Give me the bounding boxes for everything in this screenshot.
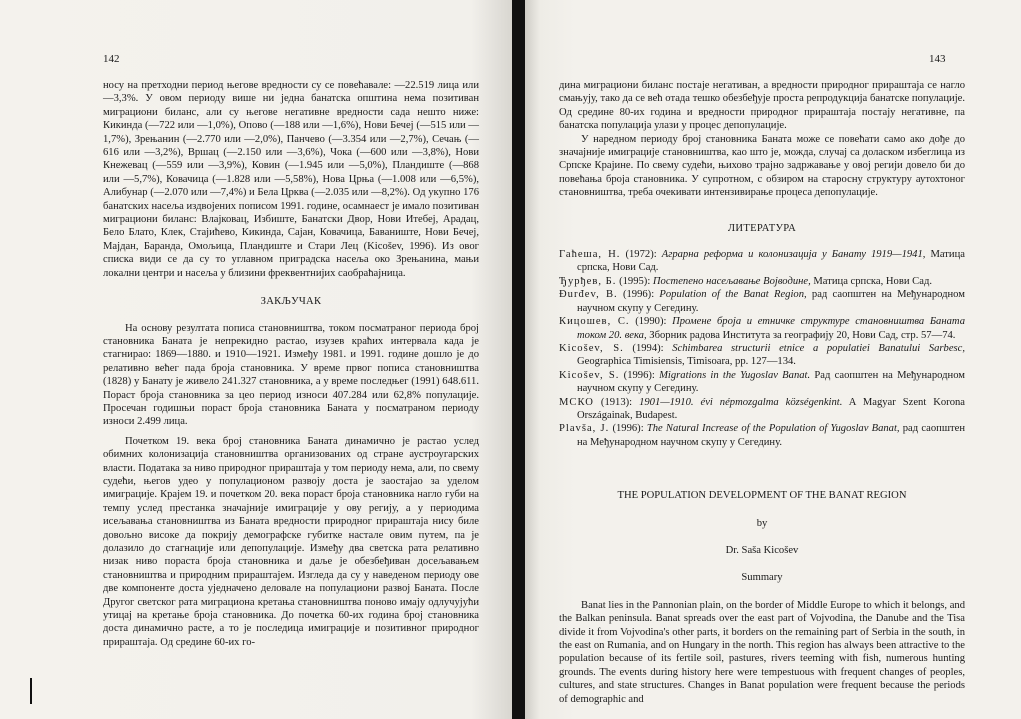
- page-number: 142: [103, 53, 120, 65]
- reference-item: Kicošev, S. (1994): Schimbarea structurii etnice a populatiei Banatului Sarbesc, Geographica Timisiensis, Timisoara, pp. 127—134.: [559, 342, 965, 368]
- reference-item: Đurđev, B. (1996): Population of the Banat Region, рад саопштен на Међународном научном скупу у Сегедину.: [559, 289, 965, 314]
- paragraph: На основу резултата пописа становништва, током посматраног периода број становника Баната је непрекидно растао, изузев краћих интервала када је стагнирао: 1869—1880. и 1910—1921. Између 1981. и 1991. године дошло је до релативно већег пада броја становника. У време првог пописа становништва (1828) у Банату је живело 241.327 становника, а у време последњег (1991) 648.611. Пораст броја становника за цео период износи 407.284 или 62,8% популације. Просечан годишњи пораст броја становника Баната у посматраном периоду износи 2.499 лица.: [103, 322, 479, 428]
- right-page: [525, 0, 1021, 719]
- references-heading: ЛИТЕРАТУРА: [727, 222, 797, 234]
- reference-item: Kicošev, S. (1996): Migrations in the Yugoslav Banat. Рад саопштен на Међународном научном скупу у Сегедину.: [559, 369, 965, 395]
- text-column: [103, 79, 479, 649]
- references-list: [559, 248, 965, 449]
- page-number: 143: [929, 53, 946, 65]
- reference-item: Plavša, J. (1996): The Natural Increase of the Population of Yugoslav Banat, рад саопштен на Међународном научном скупу у Сегедину.: [559, 423, 965, 448]
- paragraph: У наредном периоду број становника Баната може се повећати само ако дође до значајније имиграције становништва, као што је, можда, случај са доласком избеглица из Српске Крајине. По свему судећи, њихово трајно задржавање у овој регији довело би до повећања броја становника. У супротном, с обзиром на старосну структуру аутохтоног становништва, треба очекивати интензивирање процеса депопулације.: [559, 133, 965, 199]
- english-by: by: [756, 517, 768, 529]
- reference-item: Кицошев, С. (1990): Промене броја и етничке структуре становништва Баната током 20. века, Зборник радова Института за географију 20, Нови Сад, стр. 57—74.: [559, 316, 965, 341]
- page-edge-mark: [30, 678, 32, 704]
- summary-paragraph: Banat lies in the Pannonian plain, on the border of Middle Europe to which it belongs, and the Balkan peninsula. Banat spreads over the east part of Vojvodina, the Danube and the Tisa divide it from Vojvodina's other parts, it borders on the remaining part of Serbia in the south, in the east on Rumania, and on Hungary in the north. This region has always been attractive to the population because of its fertile soil, pastures, rivers teeming with fish, numerous hunting grounds. The events during history here were tempestuous with frequent changes of peoples, cultures, and state structures. Changes in Banat population were frequent because the periods of demographic and: [559, 599, 965, 705]
- summary-heading: Summary: [741, 572, 783, 584]
- reference-item: МСКО (1913): 1901—1910. évi népmozgalma községenkint. A Magyar Szent Korona Országainak, Budapest.: [559, 396, 966, 421]
- section-heading: ЗАКЉУЧАК: [260, 296, 322, 308]
- english-title: THE POPULATION DEVELOPMENT OF THE BANAT REGION: [617, 490, 907, 502]
- paragraph: Почетком 19. века број становника Баната динамично је растао услед обимних колонизација становништва организованих од стране аустроугарских власти. Података за ниво природног прираштаја у том периоду нема, али, по свему судећи, његов удео у популационом развоју доста је заостајао за уделом имиграције. Крајем 19. и почетком 20. века пораст броја становника нагло губи на темпу услед престанка значајније имиграције у ову регију, а у периодима исељавања становништва из Баната вредности природног прираштаја нису биле довољно високе да покрију демографске губитке настале овим путем, па је долазило до стагнације или депопулације. Између два светска рата релативно низак ниво пораста броја становника и даље је обезбеђиван досељавањем становништва и природним прираштајем. Изгледа да су у наведеном периоду ове две компоненте доста уједначено деловале на популациони развој Баната. После Другог светског рата миграциона кретања становништва поново имају одлучујући утицај на кретање броја становника. До почетка 60-их година број становника доста динамично расте, а то је последица имиграције и позитивног природног прираштаја. Од средине 60-их го-: [103, 435, 479, 648]
- paragraph: носу на претходни период његове вредности су се повећавале: —22.519 лица или —3,3%. У овом периоду више ни једна банатска општина нема позитиван миграциони биланс, али су његове негативне вредности сада нешто ниже: Кикинда (—722 или —1,0%), Опово (—188 или —1,6%), Нови Бечеј (—515 или —1,7%), Зрењанин (—2.770 или —2,0%), Панчево (—3.354 или —2,7%), Сечањ (—616 или —3,2%), Вршац (—2.150 или —3,6%), Чока (—600 или —3,8%), Нови Кнежевац (—559 или —3,9%), Ковин (—1.945 или —5,0%), Пландиште (—868 или —5,7%), Ковачица (—1.828 или —5,58%), Нова Црња (—1.008 или —6,5%), Алибунар (—2.070 или —7,4%) и Бела Црква (—2.035 или —8,2%). Од укупно 176 банатских насеља издвојених пописом 1991. године, осамнаест је имало позитиван миграциони биланс: Влајковац, Избиште, Банатски Двор, Нови Итебеј, Арадац, Бело Блато, Клек, Стајићево, Кикинда, Сајан, Ковачица, Бавaниште, Нови Бечеј, Мајдан, Баранда, Омољица, Пландиште и Стари Лец (Kicošev, 1996). Из овог списка види се да су то углавном приградска насеља око Зрењанина, мањи локални центри и насеља у близини фреквентнијих саобраћајница.: [103, 80, 479, 279]
- paragraph: дина миграциони биланс постаје негативан, а вредности природног прираштаја се нагло смањују, тако да се већ отада тешко обезбеђује проста репродукција банатске популације. Од средине 80-их година и вредности природног прираштаја постају негативне, па банатска популација улази у процес депопулације.: [559, 80, 965, 132]
- reference-item: Гаћеша, Н. (1972): Аграрна реформа и колонизација у Банату 1919—1941, Матица српска, Нови Сад.: [559, 249, 965, 274]
- text-column: [559, 79, 965, 706]
- english-author: Dr. Saša Kicošev: [725, 544, 799, 556]
- book-gutter: [512, 0, 525, 719]
- reference-item: Ђурђев, Б. (1995): Постепено насељавање Војводине, Матица српска, Нови Сад.: [559, 275, 932, 287]
